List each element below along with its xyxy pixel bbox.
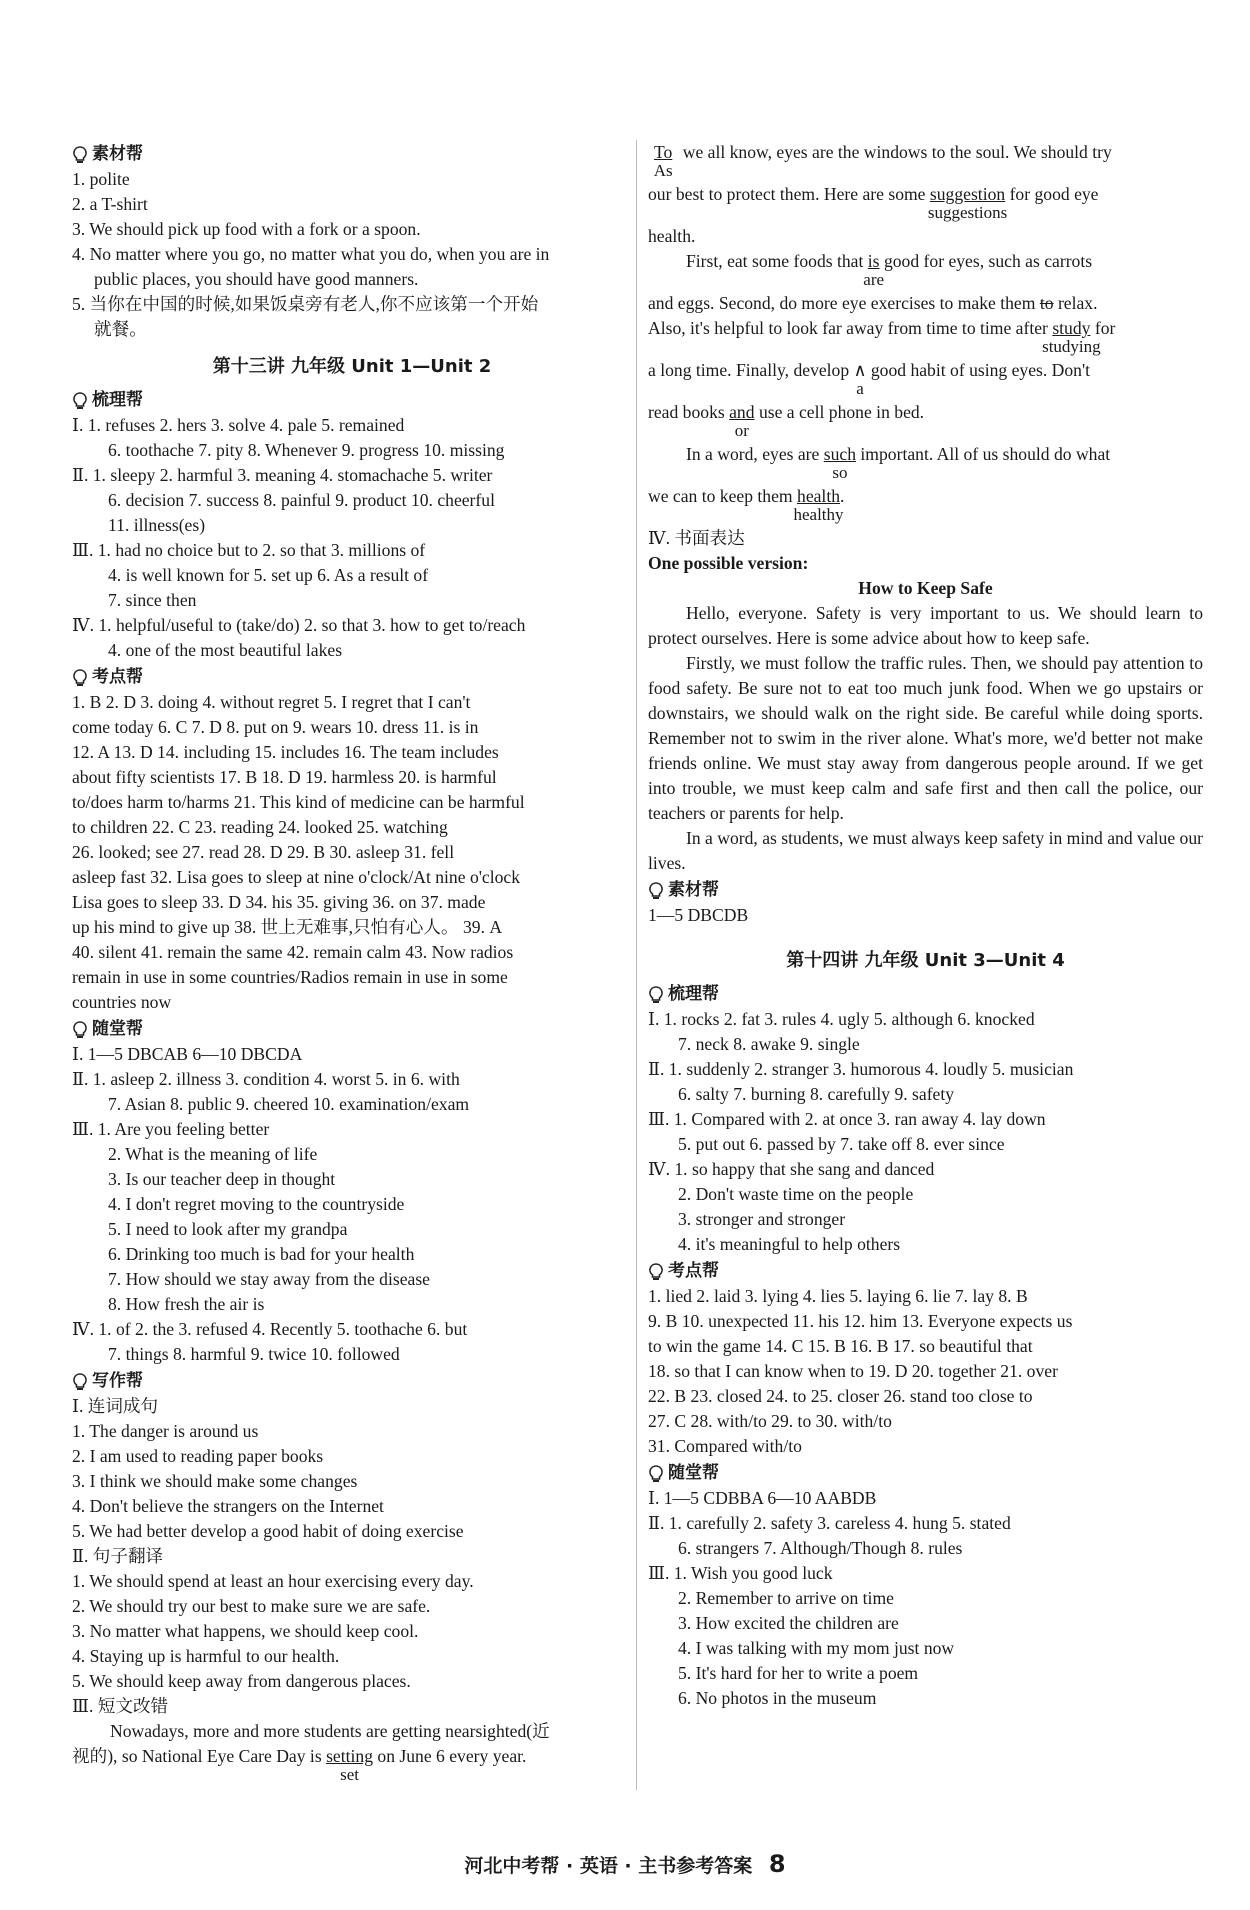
footer-title: 河北中考帮 · 英语 · 主书参考答案 [464,1855,753,1877]
answer-line: 5. We had better develop a good habit of doing exercise [72,1521,464,1541]
answer-line: 1—5 DBCDB [648,905,749,925]
answer-line: 5. I need to look after my grandpa [108,1219,348,1239]
column-divider [636,140,637,1790]
answer-line: Ⅰ. 1—5 CDBBA 6—10 AABDB [648,1488,877,1508]
right-column [648,140,1203,1711]
answer-line: 7. neck 8. awake 9. single [678,1034,860,1054]
answer-line: public places, you should have good manners. [94,269,419,289]
answer-line: 6. strangers 7. Although/Though 8. rules [678,1538,963,1558]
subsection-title: Ⅰ. 连词成句 [72,1396,159,1416]
answer-line: 6. salty 7. burning 8. carefully 9. safety [678,1084,955,1104]
correction-paragraph: health. [648,226,696,246]
answer-line: 3. Is our teacher deep in thought [108,1169,336,1189]
essay-paragraph: Hello, everyone. Safety is very important to us. We should learn to protect ourselves. Here is some advice about how to keep safe. [648,603,1203,648]
answer-line: 3. I think we should make some changes [72,1471,358,1491]
subsection-title: Ⅲ. 短文改错 [72,1696,169,1716]
answer-line: 7. since then [108,590,197,610]
answer-line: 4. it's meaningful to help others [678,1234,901,1254]
section-heading: 梳理帮 [648,982,1203,1007]
lightbulb-icon [72,669,88,687]
correction-paragraph: a long time. Finally, develop ∧ a good habit of using eyes. Don't [648,360,1091,398]
answer-line: 5. We should keep away from dangerous places. [72,1671,411,1691]
lightbulb-icon [72,1373,88,1391]
section-heading: 随堂帮 [72,1017,632,1042]
answer-line: 7. things 8. harmful 9. twice 10. followed [108,1344,400,1364]
correction-paragraph: Nowadays, more and more students are getting nearsighted(近 [110,1721,550,1741]
correction-mark: ∧ a [853,360,867,398]
correction-mark: and or [729,402,755,440]
answer-line: Lisa goes to sleep 33. D 34. his 35. giving 36. on 37. made [72,892,486,912]
answer-line: to/does harm to/harms 21. This kind of medicine can be harmful [72,792,525,812]
answer-line: 4. is well known for 5. set up 6. As a result of [108,565,429,585]
answer-line: remain in use in some countries/Radios remain in use in some [72,967,508,987]
answer-line: 4. I don't regret moving to the countryside [108,1194,405,1214]
answer-line: 18. so that I can know when to 19. D 20. together 21. over [648,1361,1058,1381]
subsection-title: Ⅳ. 书面表达 [648,528,745,548]
answer-line: 11. illness(es) [108,515,206,535]
correction-mark: to [1039,293,1054,313]
lightbulb-icon [72,1021,88,1039]
correction-mark: such so [823,444,857,482]
answer-line: 6. No photos in the museum [678,1688,877,1708]
essay-paragraph: Firstly, we must follow the traffic rules. Then, we should pay attention to food safety. Be sure not to eat too much junk food. When we go upstairs or downstairs, we should walk on the right side. Be careful while doing sports. Remember not to swim in the river alone. What's more, we'd better not make friends online. We must stay away from dangerous people around. If we get into trouble, we must keep calm and safe first and then call the police, our teachers or parents for help. [648,653,1203,823]
correction-paragraph: we can to keep them health healthy . [648,486,845,524]
answer-line: 3. How excited the children are [678,1613,899,1633]
correction-paragraph: our best to protect them. Here are some suggestion suggestions for good eye [648,184,1099,222]
answer-line: 2. Don't waste time on the people [678,1184,914,1204]
correction-paragraph: and eggs. Second, do more eye exercises to make them to relax. [648,293,1098,313]
answer-line: 4. I was talking with my mom just now [678,1638,955,1658]
answer-line: come today 6. C 7. D 8. put on 9. wears 10. dress 11. is in [72,717,479,737]
answer-line: Ⅱ. 1. carefully 2. safety 3. careless 4. hung 5. stated [648,1513,1011,1533]
section-heading: 写作帮 [72,1369,632,1394]
answer-line: 1. polite [72,169,130,189]
answer-line: 5. 当你在中国的时候,如果饭桌旁有老人,你不应该第一个开始 [72,294,539,314]
correction-paragraph: read books and or use a cell phone in bed. [648,402,925,440]
answer-line: up his mind to give up 38. 世上无难事,只怕有心人。 39. A [72,917,503,937]
page-number: 8 [768,1850,786,1878]
answer-line: 1. lied 2. laid 3. lying 4. lies 5. laying 6. lie 7. lay 8. B [648,1286,1028,1306]
correction-paragraph: To As we all know, eyes are the windows to the soul. We should try [648,140,1203,182]
lesson-title: 第十四讲 九年级 Unit 3—Unit 4 [786,950,1065,971]
answer-line: 2. Remember to arrive on time [678,1588,894,1608]
answer-line: 2. a T-shirt [72,194,148,214]
answer-line: Ⅰ. 1. rocks 2. fat 3. rules 4. ugly 5. although 6. knocked [648,1009,1035,1029]
answer-line: Ⅱ. 1. suddenly 2. stranger 3. humorous 4. loudly 5. musician [648,1059,1074,1079]
answer-line: 27. C 28. with/to 29. to 30. with/to [648,1411,892,1431]
correction-paragraph: First, eat some foods that is are good for eyes, such as carrots [686,251,1093,289]
answer-line: 2. We should try our best to make sure we are safe. [72,1596,431,1616]
answer-line: 7. Asian 8. public 9. cheered 10. examination/exam [108,1094,470,1114]
answer-line: Ⅱ. 1. asleep 2. illness 3. condition 4. worst 5. in 6. with [72,1069,460,1089]
answer-line: 26. looked; see 27. read 28. D 29. B 30. asleep 31. fell [72,842,455,862]
answer-line: 8. How fresh the air is [108,1294,265,1314]
correction-mark: study studying [1042,318,1101,356]
section-heading: 素材帮 [648,878,1203,903]
correction-paragraph: 视的), so National Eye Care Day is setting set on June 6 every year. [72,1746,527,1784]
section-heading: 考点帮 [648,1259,1203,1284]
answer-line: 12. A 13. D 14. including 15. includes 16. The team includes [72,742,499,762]
answer-line: 就餐。 [94,319,147,339]
answer-line: to children 22. C 23. reading 24. looked 25. watching [72,817,448,837]
lightbulb-icon [72,146,88,164]
answer-line: 5. It's hard for her to write a poem [678,1663,919,1683]
answer-line: Ⅲ. 1. Wish you good luck [648,1563,833,1583]
essay-paragraph: In a word, as students, we must always keep safety in mind and value our lives. [648,828,1203,873]
section-heading: 素材帮 [72,142,632,167]
answer-line: 40. silent 41. remain the same 42. remain calm 43. Now radios [72,942,514,962]
lightbulb-icon [72,392,88,410]
answer-line: 2. What is the meaning of life [108,1144,318,1164]
answer-line: 6. Drinking too much is bad for your health [108,1244,415,1264]
correction-mark: suggestion suggestions [927,184,1008,222]
answer-line: Ⅰ. 1—5 DBCAB 6—10 DBCDA [72,1044,303,1064]
answer-line: 6. toothache 7. pity 8. Whenever 9. progress 10. missing [108,440,505,460]
lightbulb-icon [648,882,664,900]
section-heading: 随堂帮 [648,1461,1203,1486]
answer-line: 3. stronger and stronger [678,1209,846,1229]
answer-line: 2. I am used to reading paper books [72,1446,324,1466]
page-footer [0,1850,1250,1878]
answer-line: 3. We should pick up food with a fork or a spoon. [72,219,421,239]
lightbulb-icon [648,1465,664,1483]
section-heading: 考点帮 [72,665,632,690]
answer-line: 1. The danger is around us [72,1421,259,1441]
lightbulb-icon [648,986,664,1004]
answer-line: 7. How should we stay away from the disease [108,1269,430,1289]
answer-line: Ⅰ. 1. refuses 2. hers 3. solve 4. pale 5. remained [72,415,405,435]
answer-line: 4. Don't believe the strangers on the Internet [72,1496,384,1516]
answer-line: 4. one of the most beautiful lakes [108,640,343,660]
left-column [72,140,632,1786]
section-heading: 梳理帮 [72,388,632,413]
answer-line: 5. put out 6. passed by 7. take off 8. ever since [678,1134,1005,1154]
answer-line: asleep fast 32. Lisa goes to sleep at nine o'clock/At nine o'clock [72,867,521,887]
lightbulb-icon [648,1263,664,1281]
correction-mark: is are [863,251,885,289]
answer-line: 4. Staying up is harmful to our health. [72,1646,340,1666]
correction-mark: To As [653,142,673,180]
correction-mark: health healthy [793,486,844,524]
answer-line: 9. B 10. unexpected 11. his 12. him 13. Everyone expects us [648,1311,1073,1331]
essay-title: How to Keep Safe [858,578,993,598]
lesson-title: 第十三讲 九年级 Unit 1—Unit 2 [212,356,492,377]
correction-mark: setting set [326,1746,373,1784]
answer-line: 4. No matter where you go, no matter what you do, when you are in [72,244,550,264]
answer-line: Ⅲ. 1. had no choice but to 2. so that 3. millions of [72,540,426,560]
answer-line: Ⅳ. 1. helpful/useful to (take/do) 2. so that 3. how to get to/reach [72,615,526,635]
answer-line: about fifty scientists 17. B 18. D 19. harmless 20. is harmful [72,767,497,787]
answer-line: 1. B 2. D 3. doing 4. without regret 5. I regret that I can't [72,692,471,712]
answer-line: to win the game 14. C 15. B 16. B 17. so beautiful that [648,1336,1033,1356]
answer-line: Ⅲ. 1. Compared with 2. at once 3. ran away 4. lay down [648,1109,1046,1129]
answer-line: 6. decision 7. success 8. painful 9. product 10. cheerful [108,490,495,510]
answer-line: Ⅳ. 1. of 2. the 3. refused 4. Recently 5. toothache 6. but [72,1319,468,1339]
version-label: One possible version: [648,553,809,573]
answer-line: 22. B 23. closed 24. to 25. closer 26. stand too close to [648,1386,1033,1406]
correction-paragraph: In a word, eyes are such so important. All of us should do what [686,444,1111,482]
answer-line: 3. No matter what happens, we should keep cool. [72,1621,419,1641]
answer-line: Ⅳ. 1. so happy that she sang and danced [648,1159,935,1179]
answer-line: 1. We should spend at least an hour exercising every day. [72,1571,474,1591]
answer-line: countries now [72,992,172,1012]
subsection-title: Ⅱ. 句子翻译 [72,1546,164,1566]
correction-paragraph: Also, it's helpful to look far away from time to time after study studying for [648,318,1116,356]
answer-line: 31. Compared with/to [648,1436,802,1456]
answer-line: Ⅲ. 1. Are you feeling better [72,1119,270,1139]
answer-line: Ⅱ. 1. sleepy 2. harmful 3. meaning 4. stomachache 5. writer [72,465,493,485]
